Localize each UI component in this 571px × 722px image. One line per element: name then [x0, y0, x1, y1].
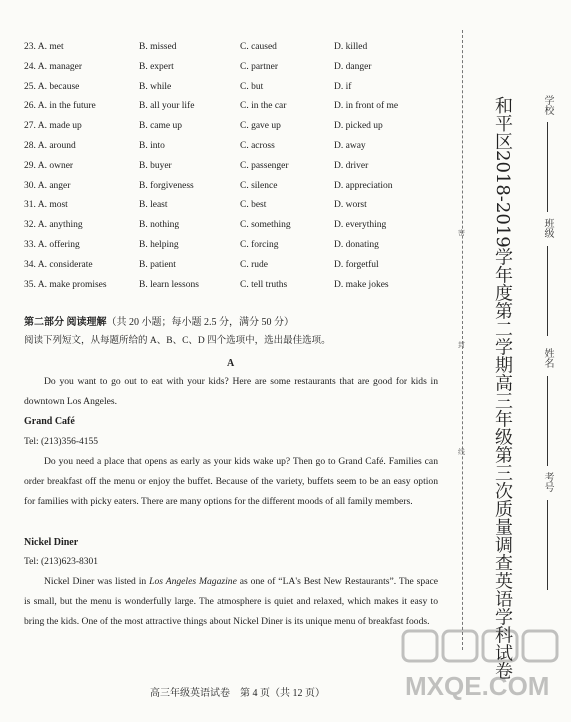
field-name-line[interactable]: [547, 376, 548, 466]
field-class-line[interactable]: [547, 246, 548, 336]
option-row: [24, 256, 444, 276]
seal-mark-mi: 密: [458, 229, 465, 237]
option-b: B. all your life: [139, 101, 195, 112]
option-row: [24, 117, 444, 137]
option-d: D. killed: [334, 42, 368, 52]
section-instruction: 阅读下列短文，从每题所给的 A、B、C、D 四个选项中，选出最佳选项。: [24, 336, 331, 346]
option-row: [24, 276, 444, 296]
option-c: C. in the car: [240, 101, 287, 112]
option-d: D. worst: [334, 200, 367, 211]
option-b: B. nothing: [139, 220, 180, 231]
field-name-label: 姓名: [542, 348, 553, 368]
section-detail: （共 20 小题；每小题 2.5 分，满分 50 分）: [106, 317, 294, 328]
option-row: [24, 216, 444, 236]
option-a: 26. A. in the future: [24, 101, 96, 112]
option-a: 29. A. owner: [24, 160, 74, 171]
restaurant-2-text-pre: Nickel Diner was listed in: [44, 576, 150, 587]
option-a: 28. A. around: [24, 140, 76, 151]
field-number-line[interactable]: [547, 500, 548, 590]
watermark-text: MXQE.COM: [405, 671, 550, 701]
option-row: [24, 137, 444, 157]
restaurant-1-description: [24, 452, 438, 511]
option-b: B. into: [139, 140, 165, 151]
option-c: C. across: [240, 140, 275, 151]
option-d: D. make jokes: [334, 279, 389, 290]
option-a: 32. A. anything: [24, 220, 83, 231]
option-c: C. caused: [240, 42, 277, 52]
option-d: D. picked up: [334, 121, 383, 132]
field-class-label: 班级: [542, 218, 553, 238]
option-c: C. gave up: [240, 121, 281, 132]
option-d: D. in front of me: [334, 101, 399, 112]
option-row: [24, 196, 444, 216]
option-b: B. expert: [139, 61, 174, 72]
option-d: D. danger: [334, 61, 372, 72]
restaurant-1-tel: Tel: (213)356-4155: [24, 437, 99, 447]
option-b: B. helping: [139, 239, 179, 250]
restaurant-2-text-post: as one of “LA's Best New Restaurants”. The space is small, but the menu is wonderfully large. The atmosphere is quiet and relaxed, which makes it easy to bring the kids. One of the most attractive things about Nickel Diner is its unique menu of breakfast foods.: [24, 576, 438, 627]
option-c: C. something: [240, 220, 291, 231]
option-a: 30. A. anger: [24, 180, 71, 191]
option-a: 27. A. made up: [24, 121, 82, 132]
option-a: 31. A. most: [24, 200, 68, 211]
option-b: B. buyer: [139, 160, 172, 171]
option-c: C. tell truths: [240, 279, 288, 290]
option-a: 25. A. because: [24, 81, 80, 92]
option-d: D. donating: [334, 239, 379, 250]
option-b: B. while: [139, 81, 172, 92]
restaurant-2-tel: Tel: (213)623-8301: [24, 557, 99, 567]
restaurant-1-text: Do you need a place that opens as early as your kids wake up? Then go to Grand Café. Families can order breakfast off the menu or enjoy the buffet. Because of the variety, buffets seem to be an easy option for families with picky eaters. There are many options for the different moods of all family members.: [24, 456, 438, 507]
option-row: [24, 97, 444, 117]
passage-label: A: [227, 358, 235, 369]
restaurant-1-name: Grand Café: [24, 416, 75, 427]
option-d: D. appreciation: [334, 180, 393, 191]
passage-intro: [24, 372, 438, 412]
watermark-logo: [395, 625, 565, 705]
option-a: 24. A. manager: [24, 61, 83, 72]
option-row: [24, 38, 444, 58]
option-row: [24, 58, 444, 78]
option-d: D. driver: [334, 160, 369, 171]
option-b: B. missed: [139, 42, 177, 52]
option-b: B. patient: [139, 259, 176, 270]
section-heading: [24, 316, 294, 330]
option-a: 34. A. considerate: [24, 259, 93, 270]
option-b: B. forgiveness: [139, 180, 194, 191]
exam-title-vertical: 和平区2018-2019学年度第二学期高三年级第三次质量调查英语学科试卷: [492, 96, 513, 680]
option-d: D. everything: [334, 220, 387, 231]
option-c: C. best: [240, 200, 267, 211]
field-school-line[interactable]: [547, 122, 548, 212]
option-a: 23. A. met: [24, 42, 64, 52]
option-b: B. least: [139, 200, 168, 211]
option-row: [24, 177, 444, 197]
field-number-label: 考号: [542, 472, 553, 492]
cloze-options-table: [24, 38, 444, 295]
seal-mark-feng: 封: [458, 341, 465, 349]
option-c: C. rude: [240, 259, 268, 270]
option-d: D. forgetful: [334, 259, 379, 270]
option-row: [24, 236, 444, 256]
option-c: C. passenger: [240, 160, 289, 171]
page-footer: 高三年级英语试卷 第 4 页（共 12 页）: [150, 688, 325, 699]
restaurant-2-description: [24, 572, 438, 631]
passage-intro-text: Do you want to go out to eat with your kids? Here are some restaurants that are good for kids in downtown Los Angeles.: [24, 376, 438, 407]
option-row: [24, 157, 444, 177]
magazine-title: Los Angeles Magazine: [149, 576, 237, 587]
option-a: 33. A. offering: [24, 239, 80, 250]
option-d: D. away: [334, 140, 366, 151]
seal-mark-xian: 线: [458, 448, 465, 456]
option-c: C. partner: [240, 61, 278, 72]
option-c: C. silence: [240, 180, 278, 191]
restaurant-2-name: Nickel Diner: [24, 537, 79, 548]
option-b: B. learn lessons: [139, 279, 199, 290]
option-c: C. but: [240, 81, 264, 92]
field-school-label: 学校: [542, 95, 553, 115]
option-c: C. forcing: [240, 239, 279, 250]
option-row: [24, 78, 444, 98]
option-b: B. came up: [139, 121, 183, 132]
option-d: D. if: [334, 81, 352, 92]
section-title: 第二部分 阅读理解: [24, 317, 107, 328]
option-a: 35. A. make promises: [24, 279, 107, 290]
